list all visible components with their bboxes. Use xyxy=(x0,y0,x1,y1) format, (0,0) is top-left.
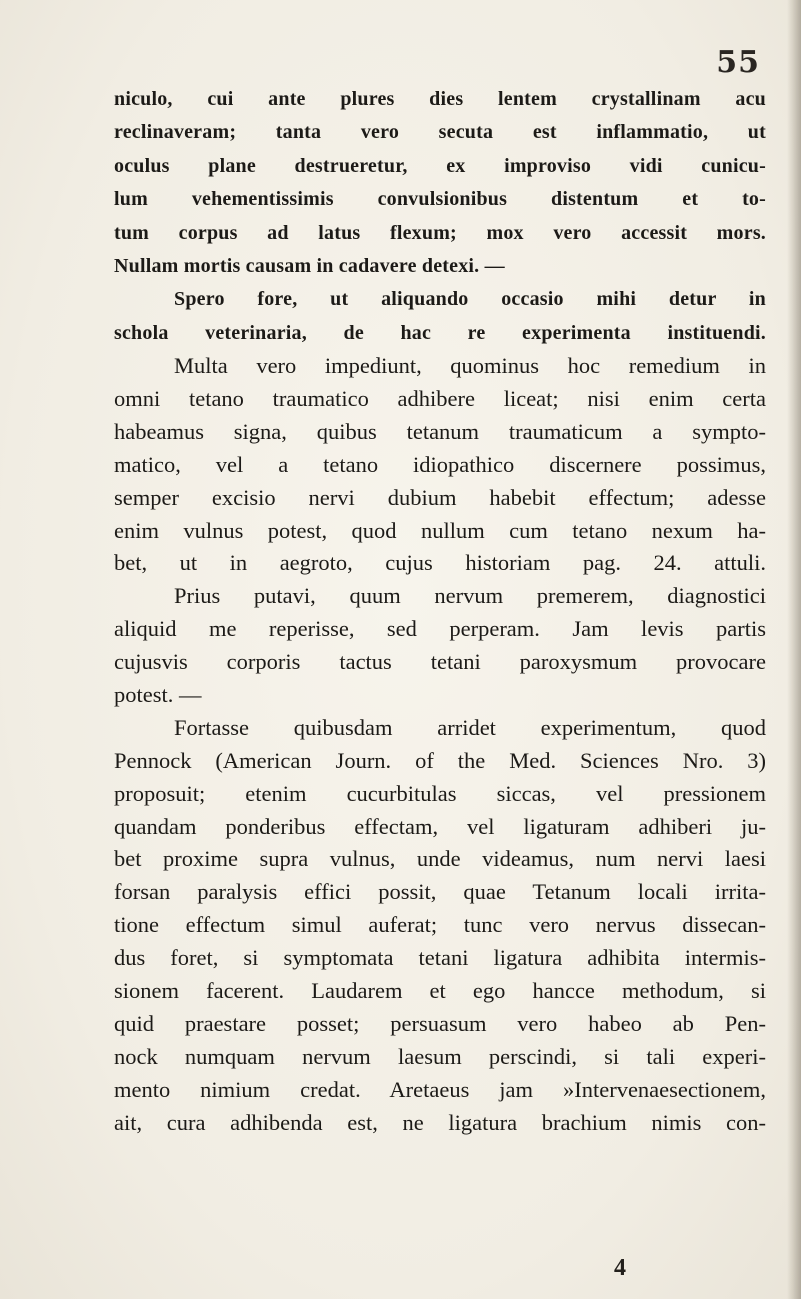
page-edge-shadow xyxy=(787,0,801,1299)
paragraph-start: Multa vero impediunt, quominus hoc remedium in xyxy=(174,353,766,379)
page-number: 55 xyxy=(716,45,760,80)
paragraph-start: Spero fore, ut aliquando occasio mihi detur in xyxy=(174,288,766,311)
text-line: reclinaveram; tanta vero secuta est inflammatio, ut xyxy=(114,121,766,144)
text-line: nock numquam nervum laesum perscindi, si tali experi- xyxy=(114,1043,766,1069)
text-line: Pennock (American Journ. of the Med. Sciences Nro. 3) xyxy=(114,747,766,773)
text-line: bet, ut in aegroto, cujus historiam pag. 24. attuli. xyxy=(114,550,766,576)
text-line: potest. — xyxy=(114,682,202,708)
text-line: ait, cura adhibenda est, ne ligatura brachium nimis con- xyxy=(114,1109,766,1135)
text-line: tum corpus ad latus flexum; mox vero accessit mors. xyxy=(114,221,766,244)
text-line: tione effectum simul auferat; tunc vero nervus dissecan- xyxy=(114,912,766,938)
text-line: proposuit; etenim cucurbitulas siccas, vel pressionem xyxy=(114,780,766,806)
text-line: quandam ponderibus effectam, vel ligaturam adhiberi ju- xyxy=(114,813,766,839)
text-line: omni tetano traumatico adhibere liceat; nisi enim certa xyxy=(114,386,766,412)
text-line: quid praestare posset; persuasum vero habeo ab Pen- xyxy=(114,1010,766,1036)
text-line: sionem facerent. Laudarem et ego hancce methodum, si xyxy=(114,978,766,1004)
text-line: aliquid me reperisse, sed perperam. Jam levis partis xyxy=(114,616,766,642)
text-line: enim vulnus potest, quod nullum cum tetano nexum ha- xyxy=(114,517,766,543)
text-line: lum vehementissimis convulsionibus distentum et to- xyxy=(114,188,766,211)
text-line: niculo, cui ante plures dies lentem crystallinam acu xyxy=(114,88,766,110)
paragraph-start: Prius putavi, quum nervum premerem, diagnostici xyxy=(174,583,766,609)
text-line: bet proxime supra vulnus, unde videamus, num nervi laesi xyxy=(114,846,766,872)
text-line: schola veterinaria, de hac re experimenta instituendi. xyxy=(114,321,766,344)
text-line: cujusvis corporis tactus tetani paroxysmum provocare xyxy=(114,649,766,675)
signature-mark: 4 xyxy=(614,1255,626,1281)
text-line: forsan paralysis effici possit, quae Tetanum locali irrita- xyxy=(114,879,766,905)
text-line: habeamus signa, quibus tetanum traumaticum a sympto- xyxy=(114,418,766,444)
paragraph-start: Fortasse quibusdam arridet experimentum, quod xyxy=(174,714,766,740)
text-line: semper excisio nervi dubium habebit effectum; adesse xyxy=(114,484,766,510)
body-text xyxy=(114,83,766,1140)
text-line: Nullam mortis causam in cadavere detexi. — xyxy=(114,254,505,277)
text-line: dus foret, si symptomata tetani ligatura adhibita intermis- xyxy=(114,945,766,971)
text-line: matico, vel a tetano idiopathico discernere possimus, xyxy=(114,451,766,477)
text-line: oculus plane destrueretur, ex improviso vidi cunicu- xyxy=(114,154,766,177)
text-line: mento nimium credat. Aretaeus jam »Intervenaesectionem, xyxy=(114,1076,766,1102)
